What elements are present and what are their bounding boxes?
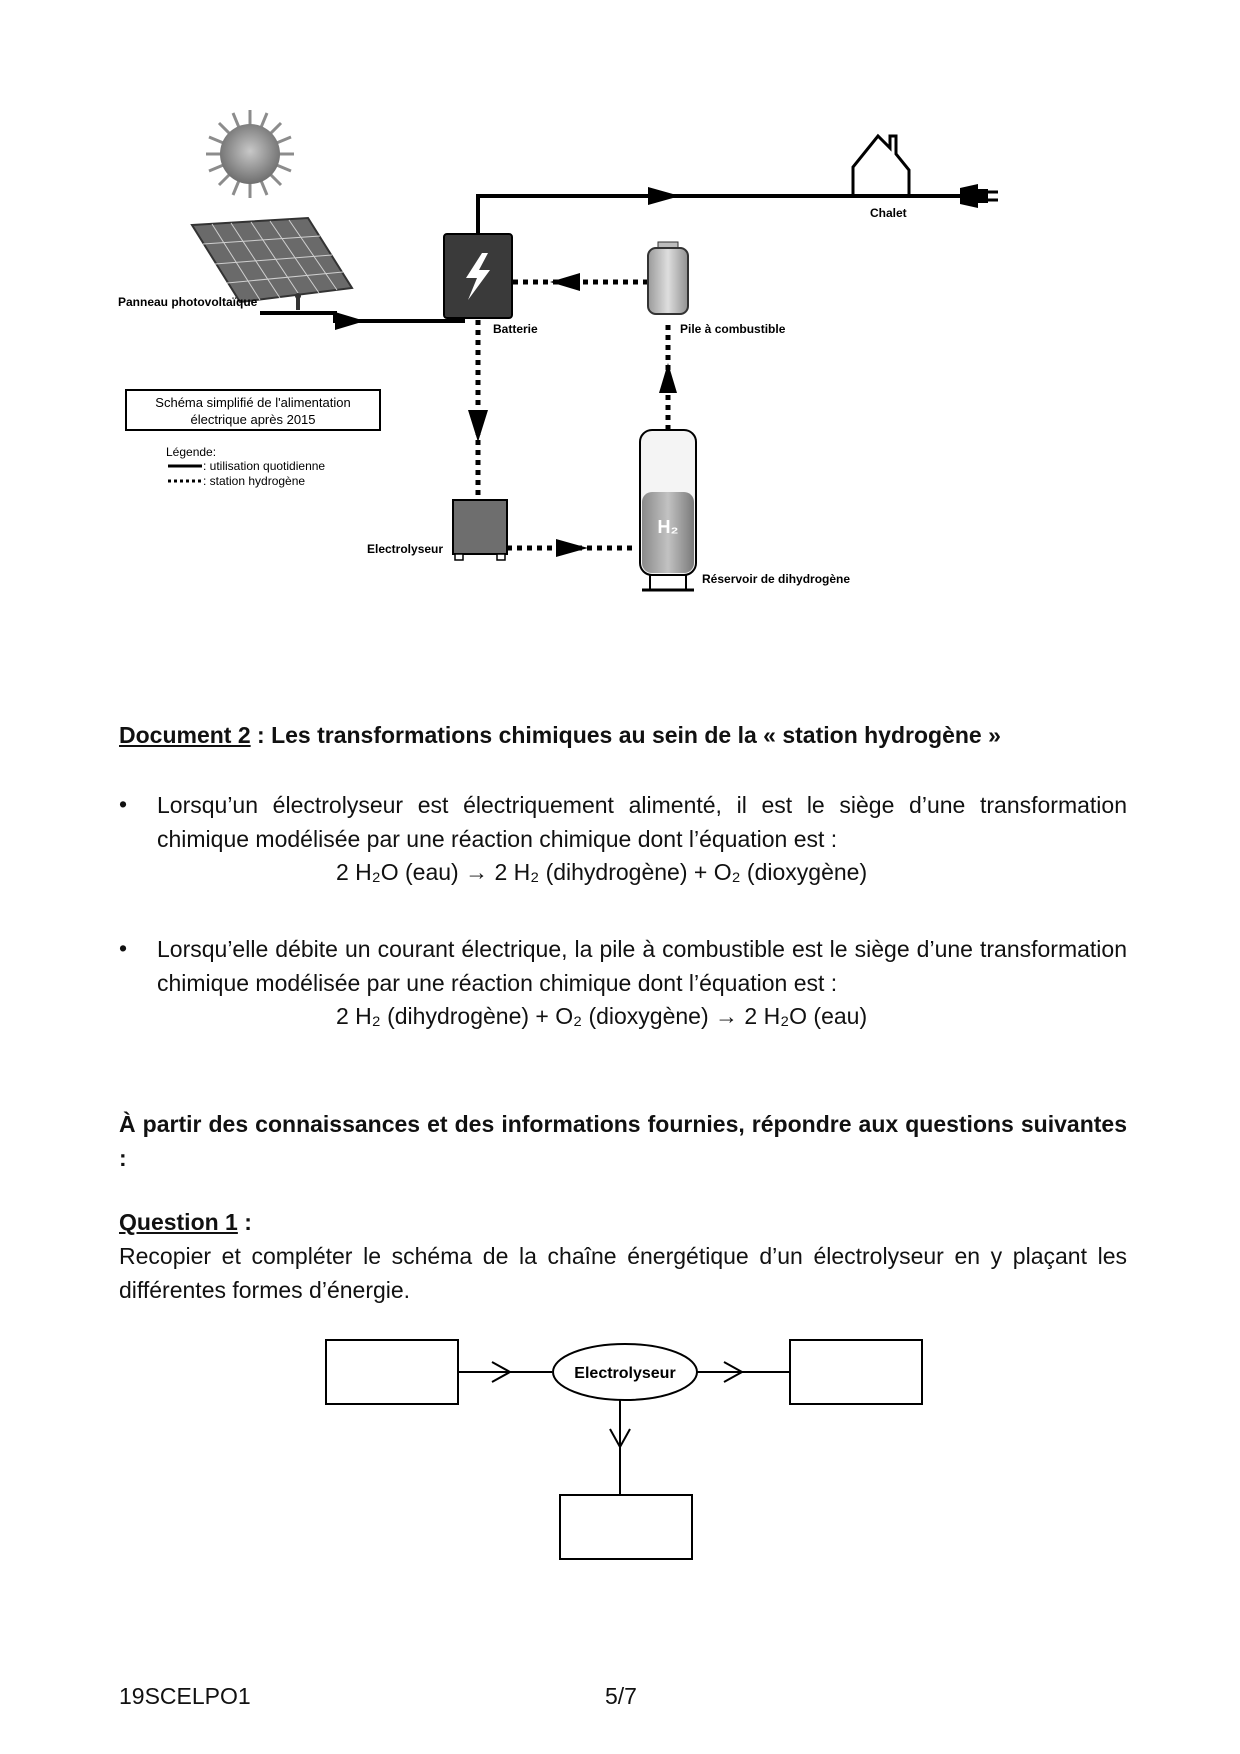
- bullet-text-1: Lorsqu’un électrolyseur est électriquement alimenté, il est le siège d’une transformation chimique modélisée par une réaction chimique dont l’équation est :: [157, 792, 1127, 852]
- fuel-cell-icon: [648, 242, 688, 314]
- svg-text:Légende:: Légende:: [166, 445, 217, 459]
- page-number: 5/7: [605, 1683, 637, 1709]
- energy-chain-diagram: [320, 1335, 930, 1565]
- hydrogen-tank-icon: [640, 430, 696, 590]
- question-1-label: Question 1: [119, 1209, 238, 1235]
- caption-line2: électrique après 2015: [190, 412, 316, 427]
- label-pile: Pile à combustible: [680, 322, 786, 336]
- equation-electrolysis: 2 H₂O (eau) → 2 H₂ (dihydrogène) + O₂ (dioxygène): [336, 859, 868, 885]
- exam-code: 19SCELPO1: [119, 1683, 251, 1709]
- battery-icon: [444, 234, 512, 318]
- label-reservoir: Réservoir de dihydrogène: [702, 572, 851, 586]
- energy-loss-box[interactable]: [560, 1495, 692, 1559]
- caption-line1: Schéma simplifié de l'alimentation: [155, 395, 351, 410]
- label-panneau: Panneau photovoltaïque: [118, 295, 258, 309]
- question-1-title: Question 1 :: [119, 1209, 252, 1235]
- label-electrolyseur: Electrolyseur: [367, 542, 444, 556]
- svg-text:: utilisation quotidienne: : utilisation quotidienne: [203, 459, 326, 473]
- document-2-heading: : Les transformations chimiques au sein de la « station hydrogène »: [250, 722, 1001, 748]
- sun-icon: [206, 110, 294, 198]
- power-supply-diagram: [110, 110, 1150, 690]
- energy-output-box[interactable]: [790, 1340, 922, 1404]
- bullet-symbol-2: •: [119, 935, 128, 961]
- bullet-symbol-1: •: [119, 791, 128, 817]
- plug-icon: [909, 184, 998, 208]
- label-batterie: Batterie: [493, 322, 538, 336]
- label-h2: H₂: [657, 517, 679, 537]
- label-chalet: Chalet: [870, 206, 907, 220]
- bullet-text-2: Lorsqu’elle débite un courant électrique, la pile à combustible est le siège d’une transformation chimique modélisée par une réaction chimique dont l’équation est :: [157, 936, 1127, 996]
- document-2-title: [119, 722, 1001, 749]
- question-1-text: Recopier et compléter le schéma de la chaîne énergétique d’un électrolyseur en y plaçant les différentes formes d’énergie.: [119, 1243, 1127, 1303]
- electrolyser-icon: [453, 500, 507, 560]
- electrolyser-label: Electrolyseur: [574, 1365, 676, 1382]
- house-icon: [853, 136, 909, 196]
- equation-fuel-cell: 2 H₂ (dihydrogène) + O₂ (dioxygène) → 2 H₂O (eau): [336, 1003, 868, 1029]
- instructions: À partir des connaissances et des informations fournies, répondre aux questions suivantes :: [119, 1111, 1127, 1171]
- svg-text:: station hydrogène: : station hydrogène: [203, 474, 306, 488]
- legend: [166, 445, 325, 488]
- energy-input-box[interactable]: [326, 1340, 458, 1404]
- document-2-label: Document 2: [119, 722, 251, 748]
